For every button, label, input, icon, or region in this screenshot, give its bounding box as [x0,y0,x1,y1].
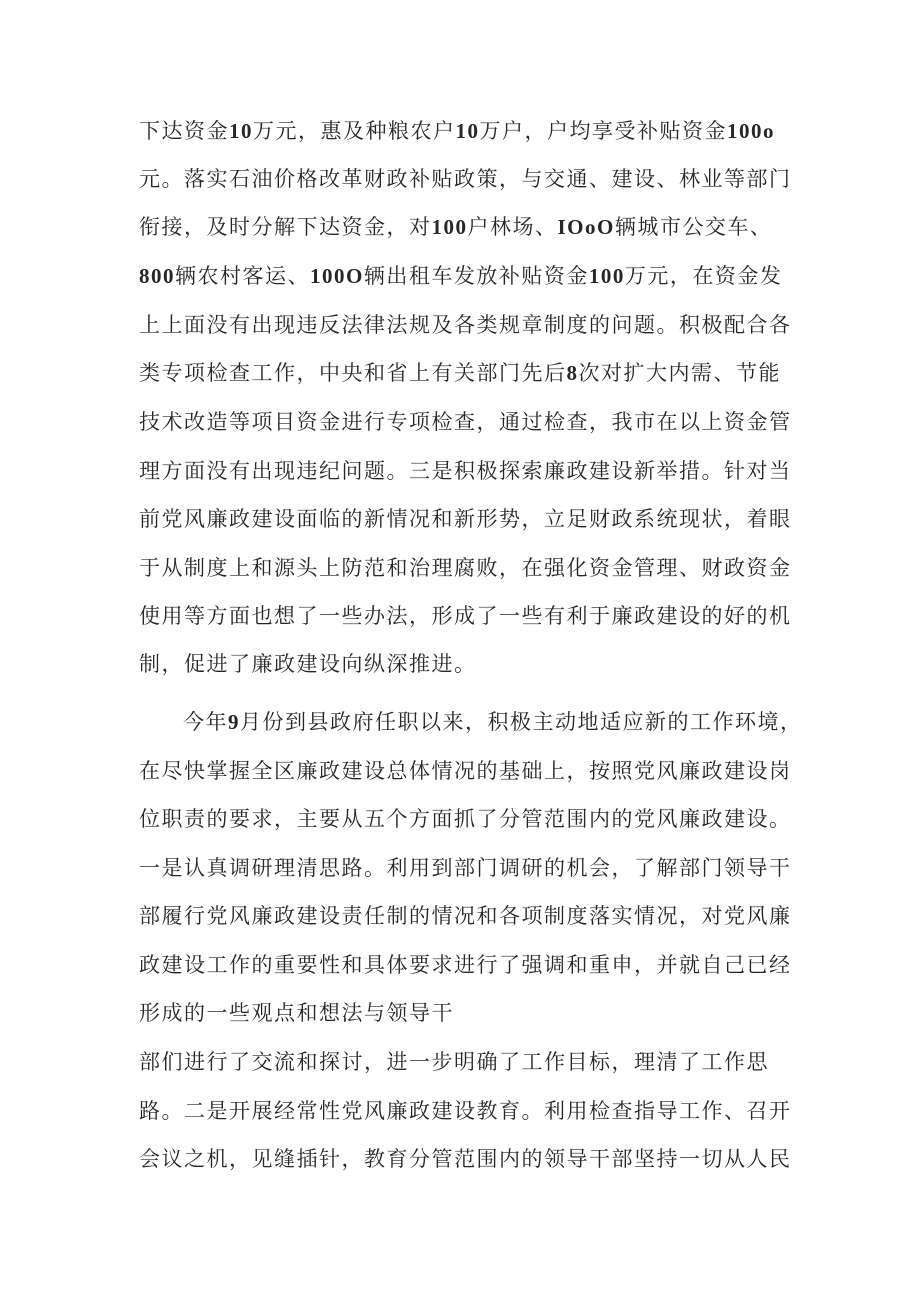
text-line-15: 位职责的要求，主要从五个方面抓了分管范围内的党风廉政建设。 [139,807,792,831]
text-line-21: 路。二是开展经常性党风廉政建设教育。利用检查指导工作、召开 [139,1099,792,1123]
text-line-4: 800辆农村客运、100O辆出租车发放补贴资金100万元，在资金发 [139,264,783,288]
text-line-16: 一是认真调研理清思路。利用到部门调研的机会，了解部门领导干 [139,856,792,880]
text-line-2: 元。落实石油价格改革财政补贴政策，与交通、建设、林业等部门 [139,167,792,191]
text-line-8: 理方面没有出现违纪问题。三是积极探索廉政建设新举措。针对当 [139,459,792,483]
text-line-22: 会议之机，见缝插针，教育分管范围内的领导干部坚持一切从人民 [139,1147,792,1171]
text-line-10: 于从制度上和源头上防范和治理腐败，在强化资金管理、财政资金 [139,556,792,580]
text-line-14: 在尽快掌握全区廉政建设总体情况的基础上，按照党风廉政建设岗 [139,759,792,783]
text-line-18: 政建设工作的重要性和具体要求进行了强调和重申，并就自己已经 [139,953,792,977]
text-line-12: 制，促进了廉政建设向纵深推进。 [139,652,477,676]
text-line-9: 前党风廉政建设面临的新情况和新形势，立足财政系统现状，着眼 [139,507,792,531]
paragraph-2-first-line: 今年9月份到县政府任职以来，积极主动地适应新的工作环境， [183,710,803,734]
text-line-1: 下达资金10万元，惠及种粮农户10万户，户均享受补贴资金100o [139,119,775,143]
text-line-20: 部们进行了交流和探讨，进一步明确了工作目标，理清了工作思 [139,1050,769,1074]
text-line-17: 部履行党风廉政建设责任制的情况和各项制度落实情况，对党风廉 [139,904,792,928]
text-line-3: 衔接，及时分解下达资金，对100户林场、IOoO辆城市公交车、 [139,215,773,239]
text-line-19: 形成的一些观点和想法与领导干 [139,1001,454,1025]
text-line-6: 类专项检查工作，中央和省上有关部门先后8次对扩大内需、节能 [139,361,781,385]
text-line-11: 使用等方面也想了一些办法，形成了一些有利于廉政建设的好的机 [139,604,792,628]
text-line-5: 上上面没有出现违反法律法规及各类规章制度的问题。积极配合各 [139,313,792,337]
text-line-7: 技术改造等项目资金进行专项检查，通过检查，我市在以上资金管 [139,410,792,434]
